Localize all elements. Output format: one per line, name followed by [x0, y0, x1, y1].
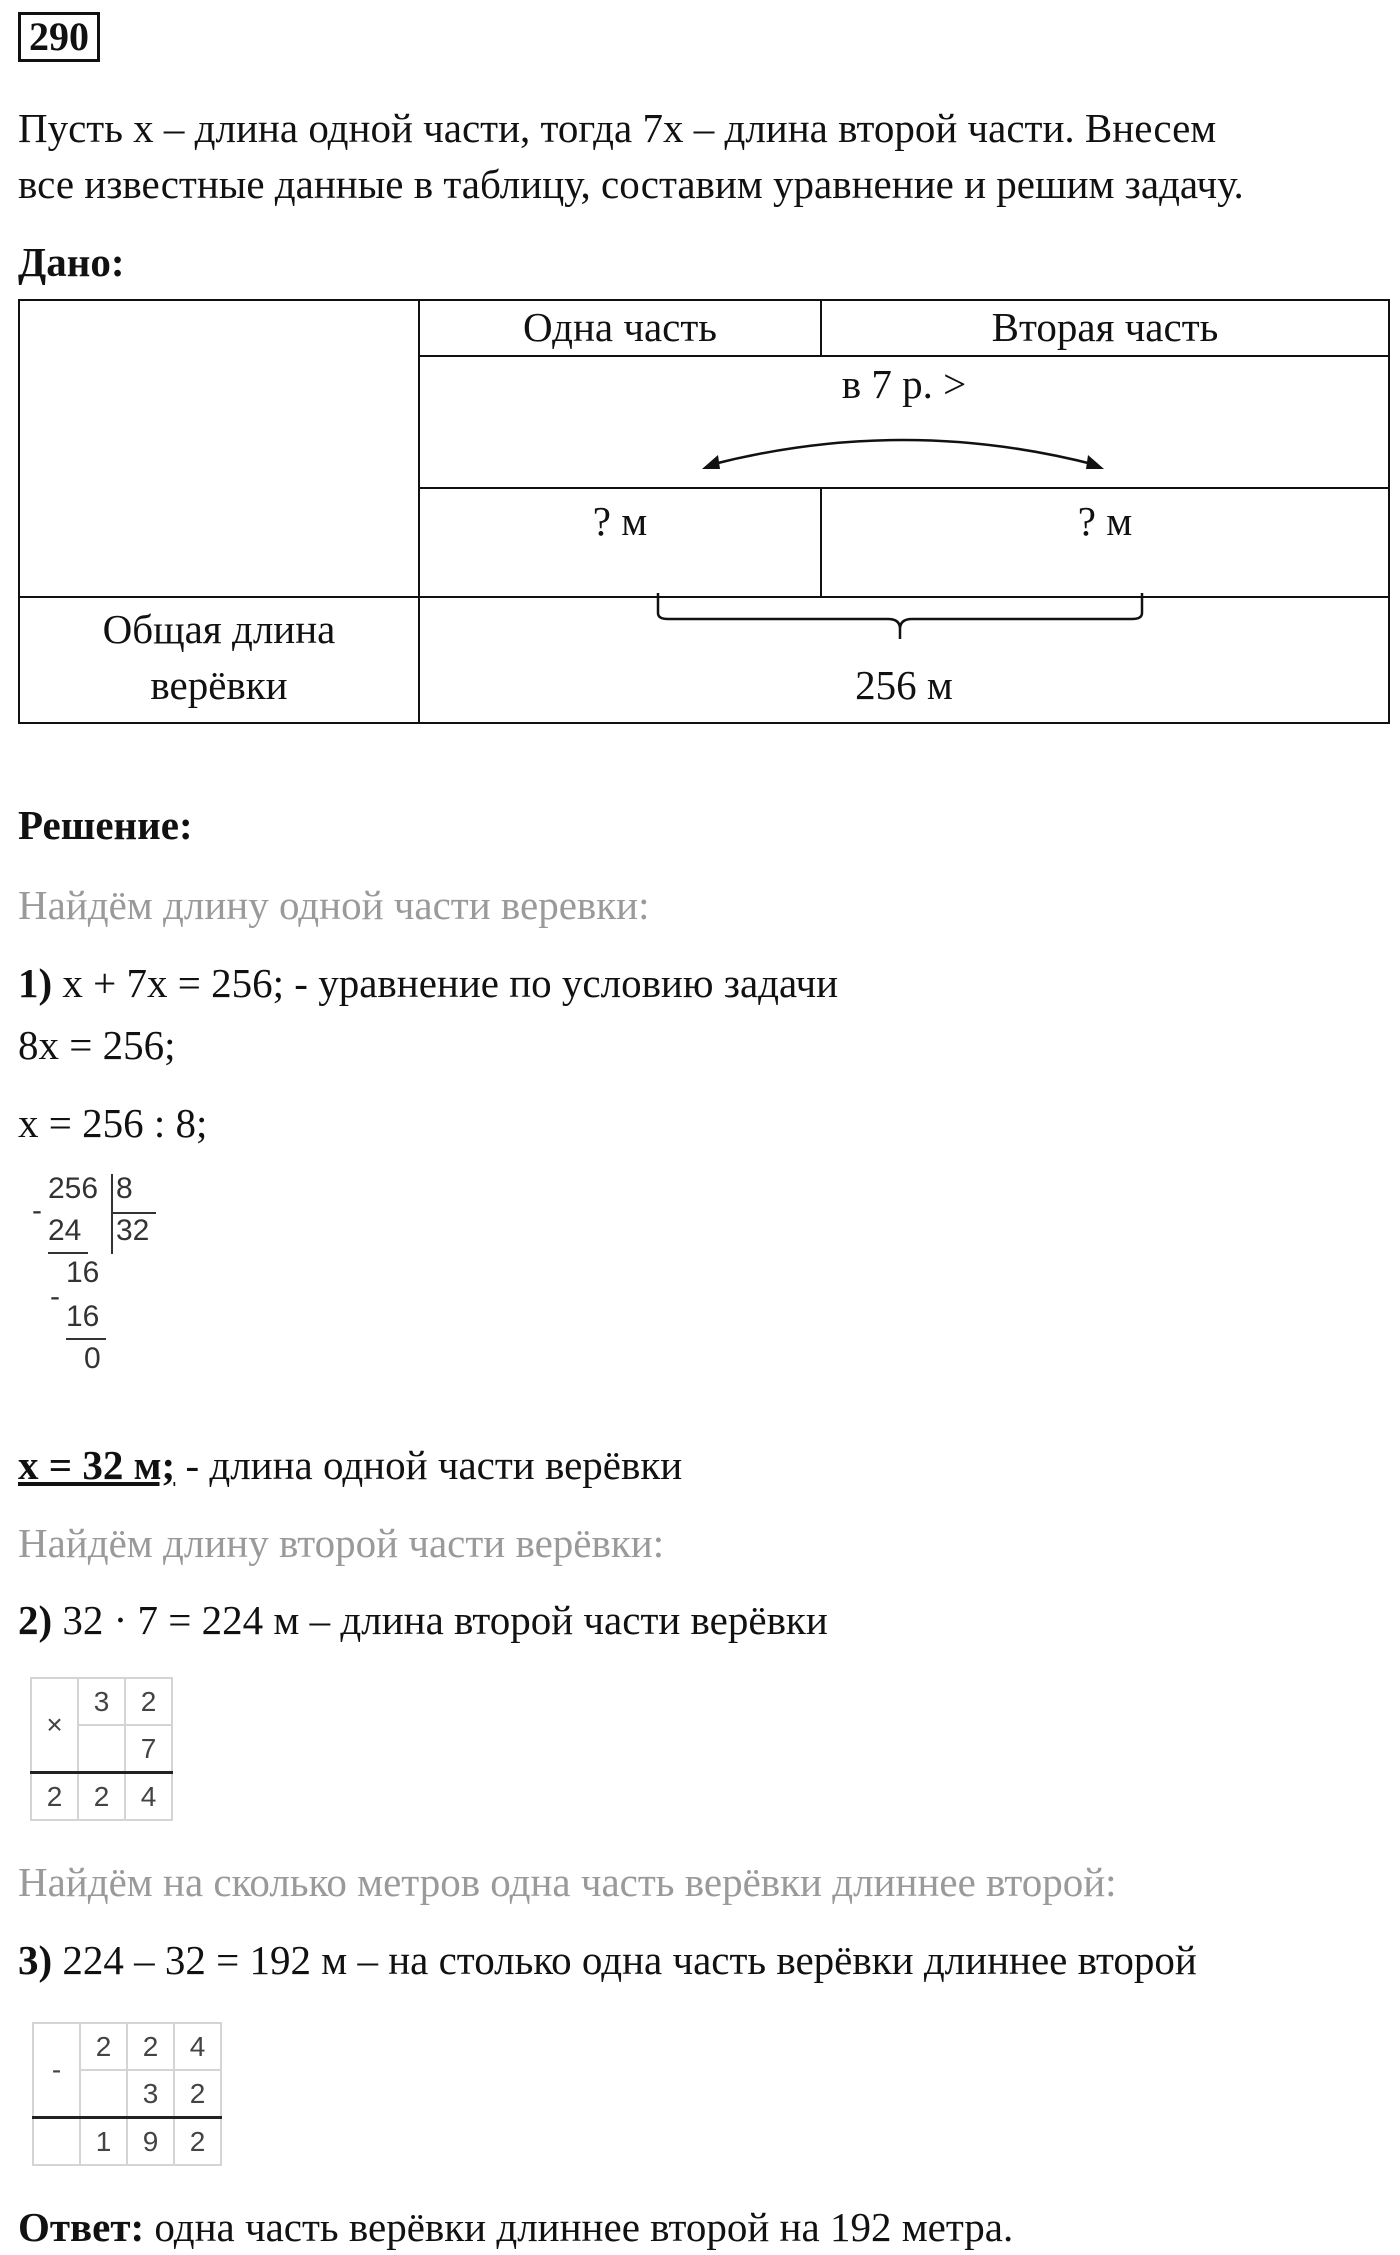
col-one-part-header: Одна часть — [523, 304, 717, 350]
step3-equation — [18, 1932, 1197, 1988]
mult-sign: × — [31, 1678, 78, 1773]
step1-line2: 8x = 256; — [18, 1022, 176, 1068]
sub-cell: 2 — [80, 2023, 127, 2070]
mult-result-cell: 2 — [31, 1773, 78, 1821]
multiplication-grid — [30, 1677, 173, 1821]
total-value: 256 м — [855, 662, 953, 708]
step2-number: 2) — [18, 1597, 53, 1643]
answer-text: одна часть верёвки длиннее второй на 192 метра. — [144, 2204, 1014, 2250]
part-two-value: ? м — [1077, 498, 1133, 544]
sub-cell: 2 — [174, 2070, 221, 2118]
result1 — [18, 1437, 682, 1493]
task-number: 290 — [18, 12, 100, 62]
step1-line3: x = 256 : 8; — [18, 1100, 208, 1146]
answer — [18, 2199, 1013, 2255]
division-remainder-1: 16 — [66, 1256, 100, 1289]
mult-result-cell: 4 — [125, 1773, 172, 1821]
step2-eq-text: 32 · 7 = 224 м – длина второй части верёвки — [52, 1597, 828, 1643]
sub-result-cell: 1 — [80, 2118, 127, 2166]
subtraction-grid — [32, 2022, 222, 2166]
division-minus-2: - — [50, 1280, 60, 1313]
given-table — [18, 299, 1390, 724]
division-minus-1: - — [32, 1194, 42, 1227]
sub-cell: 2 — [127, 2023, 174, 2070]
step3-eq-text: 224 – 32 = 192 м – на столько одна часть верёвки длиннее второй — [52, 1937, 1197, 1983]
result1-value: x = 32 м; — [18, 1442, 176, 1488]
total-label-line-1: Общая длина — [102, 606, 336, 652]
result1-text: - длина одной части верёвки — [175, 1442, 683, 1488]
division-sub-2: 16 — [66, 1300, 100, 1333]
division-dividend: 256 — [48, 1172, 99, 1205]
part-one-value: ? м — [592, 498, 648, 544]
mult-cell: 3 — [78, 1678, 125, 1725]
total-brace-icon — [638, 589, 1158, 649]
ratio-label: в 7 р. > — [841, 361, 967, 407]
intro-line-2: все известные данные в таблицу, составим уравнение и решим задачу. — [18, 161, 1244, 207]
step1-eq-text: x + 7x = 256; - уравнение по условию задачи — [52, 960, 839, 1006]
step3-intro: Найдём на сколько метров одна часть верёвки длиннее второй: — [18, 1859, 1117, 1905]
total-label-line-2: верёвки — [150, 662, 288, 708]
division-sub-1: 24 — [48, 1214, 82, 1247]
sub-cell — [80, 2070, 127, 2118]
division-divisor: 8 — [116, 1172, 133, 1205]
division-remainder-2: 0 — [84, 1342, 101, 1375]
sub-cell: 3 — [127, 2070, 174, 2118]
mult-result-cell: 2 — [78, 1773, 125, 1821]
intro-line-1: Пусть x – длина одной части, тогда 7x – длина второй части. Внесем — [18, 105, 1217, 151]
mult-cell: 7 — [125, 1725, 172, 1773]
sub-cell: 4 — [174, 2023, 221, 2070]
mult-cell — [78, 1725, 125, 1773]
step2-intro: Найдём длину второй части верёвки: — [18, 1520, 665, 1566]
step1-intro: Найдём длину одной части веревки: — [18, 882, 650, 928]
sub-result-cell — [33, 2118, 80, 2166]
sub-result-cell: 9 — [127, 2118, 174, 2166]
sub-result-cell: 2 — [174, 2118, 221, 2166]
given-heading: Дано: — [18, 239, 125, 285]
division-quotient: 32 — [116, 1214, 150, 1247]
answer-label: Ответ: — [18, 2204, 145, 2250]
long-division — [30, 1172, 150, 1402]
step2-equation — [18, 1592, 828, 1648]
step3-number: 3) — [18, 1937, 53, 1983]
solution-heading: Решение: — [18, 802, 193, 848]
ratio-arrow-icon — [698, 425, 1118, 485]
mult-cell: 2 — [125, 1678, 172, 1725]
step1-equation — [18, 955, 838, 1011]
sub-sign: - — [33, 2023, 80, 2118]
step1-number: 1) — [18, 960, 53, 1006]
col-second-part-header: Вторая часть — [991, 304, 1219, 350]
